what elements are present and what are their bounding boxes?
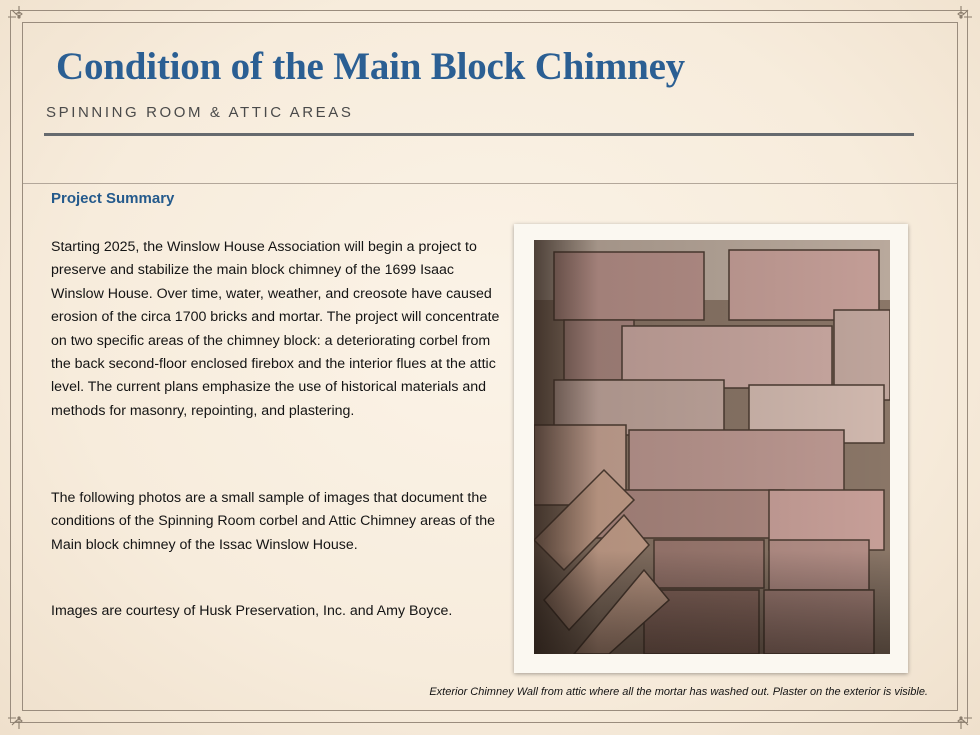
- corner-ornament-icon: [6, 4, 32, 30]
- photos-paragraph: The following photos are a small sample of images that document the conditions of the Spinning Room corbel and Attic Chimney areas of the Main block chimney of the Issac Winslow House.: [51, 490, 496, 553]
- chimney-photo: [534, 240, 890, 654]
- page-title: Condition of the Main Block Chimney: [56, 45, 685, 88]
- section-heading: Project Summary: [51, 190, 175, 207]
- credits-paragraph: Images are courtesy of Husk Preservation, Inc. and Amy Boyce.: [51, 603, 453, 619]
- summary-paragraph: Starting 2025, the Winslow House Association will begin a project to preserve and stabilize the main block chimney of the 1699 Isaac Winslow House. Over time, water, weather, and creosote have caused erosion of the circa 1700 bricks and mortar. The project will concentrate on two specific areas of the chimney block: a deteriorating corbel from the back second-floor enclosed firebox and the interior flues at the attic level. The current plans emphasize the use of historical materials and methods for masonry, repointing, and plastering.: [51, 239, 500, 419]
- corner-ornament-icon: [6, 705, 32, 731]
- chimney-bricks-image: [534, 240, 890, 654]
- section-divider: [23, 183, 957, 184]
- title-divider: [44, 133, 914, 136]
- corner-ornament-icon: [948, 4, 974, 30]
- photo-caption: Exterior Chimney Wall from attic where all the mortar has washed out. Plaster on the exterior is visible.: [429, 686, 928, 698]
- photo-frame: [514, 224, 908, 673]
- corner-ornament-icon: [948, 705, 974, 731]
- page-subtitle: SPINNING ROOM & ATTIC AREAS: [46, 104, 354, 121]
